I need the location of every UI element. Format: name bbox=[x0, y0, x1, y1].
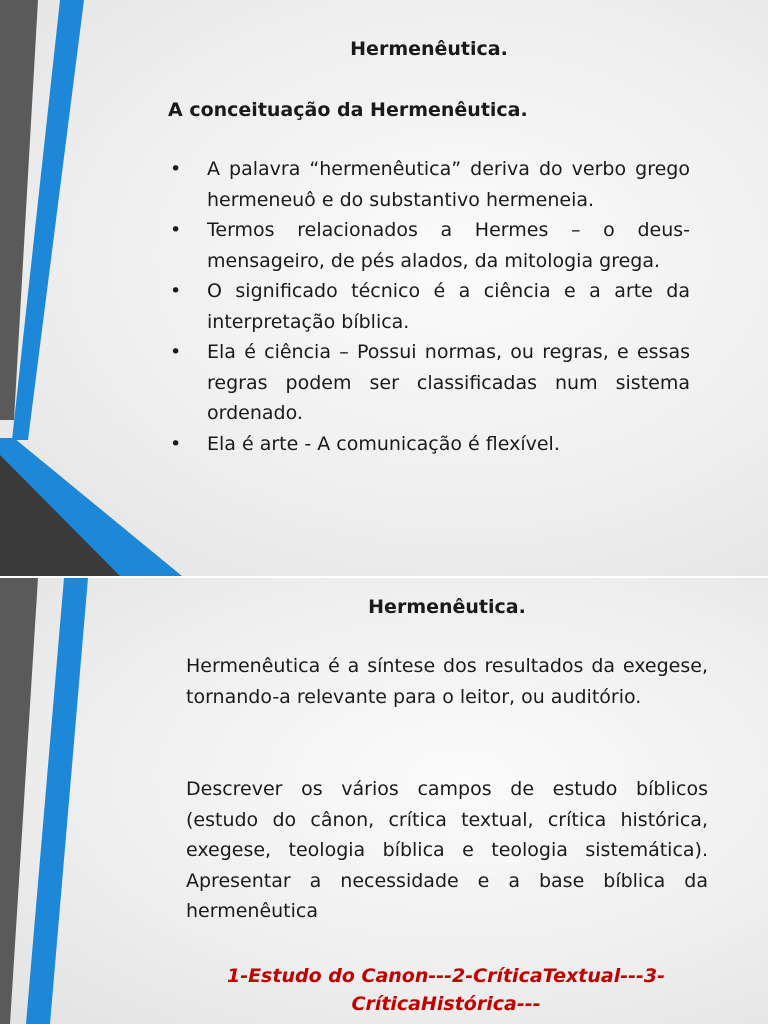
slide-subtitle: A conceituação da Hermenêutica. bbox=[168, 99, 528, 121]
bullet-list bbox=[168, 154, 690, 459]
slide-title: Hermenêutica. bbox=[368, 596, 526, 618]
slide-2 bbox=[0, 578, 768, 1024]
slide-title: Hermenêutica. bbox=[350, 38, 508, 60]
paragraph-synthesis: Hermenêutica é a síntese dos resultados da exegese, tornando-a relevante para o leitor, ou auditório. bbox=[186, 655, 708, 708]
bullet-item: • O significado técnico é a ciência e a arte da interpretação bíblica. bbox=[168, 276, 690, 337]
bullet-item: • Ela é ciência – Possui normas, ou regras, e essas regras podem ser classificadas num sistema ordenado. bbox=[168, 337, 690, 429]
blue-stripe-shape bbox=[26, 578, 88, 1024]
bullet-item: • Ela é arte - A comunicação é flexível. bbox=[168, 429, 690, 460]
bullet-item: • A palavra “hermenêutica” deriva do verbo grego hermeneuô e do substantivo hermeneia. bbox=[168, 154, 690, 215]
highlight-topics: 1-Estudo do Canon---2-CríticaTextual---3-CríticaHistórica--- bbox=[226, 965, 666, 1015]
bullet-item: • Termos relacionados a Hermes – o deus-mensageiro, de pés alados, da mitologia grega. bbox=[168, 215, 690, 276]
paragraph-fields: Descrever os vários campos de estudo bíblicos (estudo do cânon, crítica textual, crítica histórica, exegese, teologia bíblica e teologia sistemática). Apresentar a necessidade e a base bíblica da hermenêutica bbox=[186, 778, 708, 922]
